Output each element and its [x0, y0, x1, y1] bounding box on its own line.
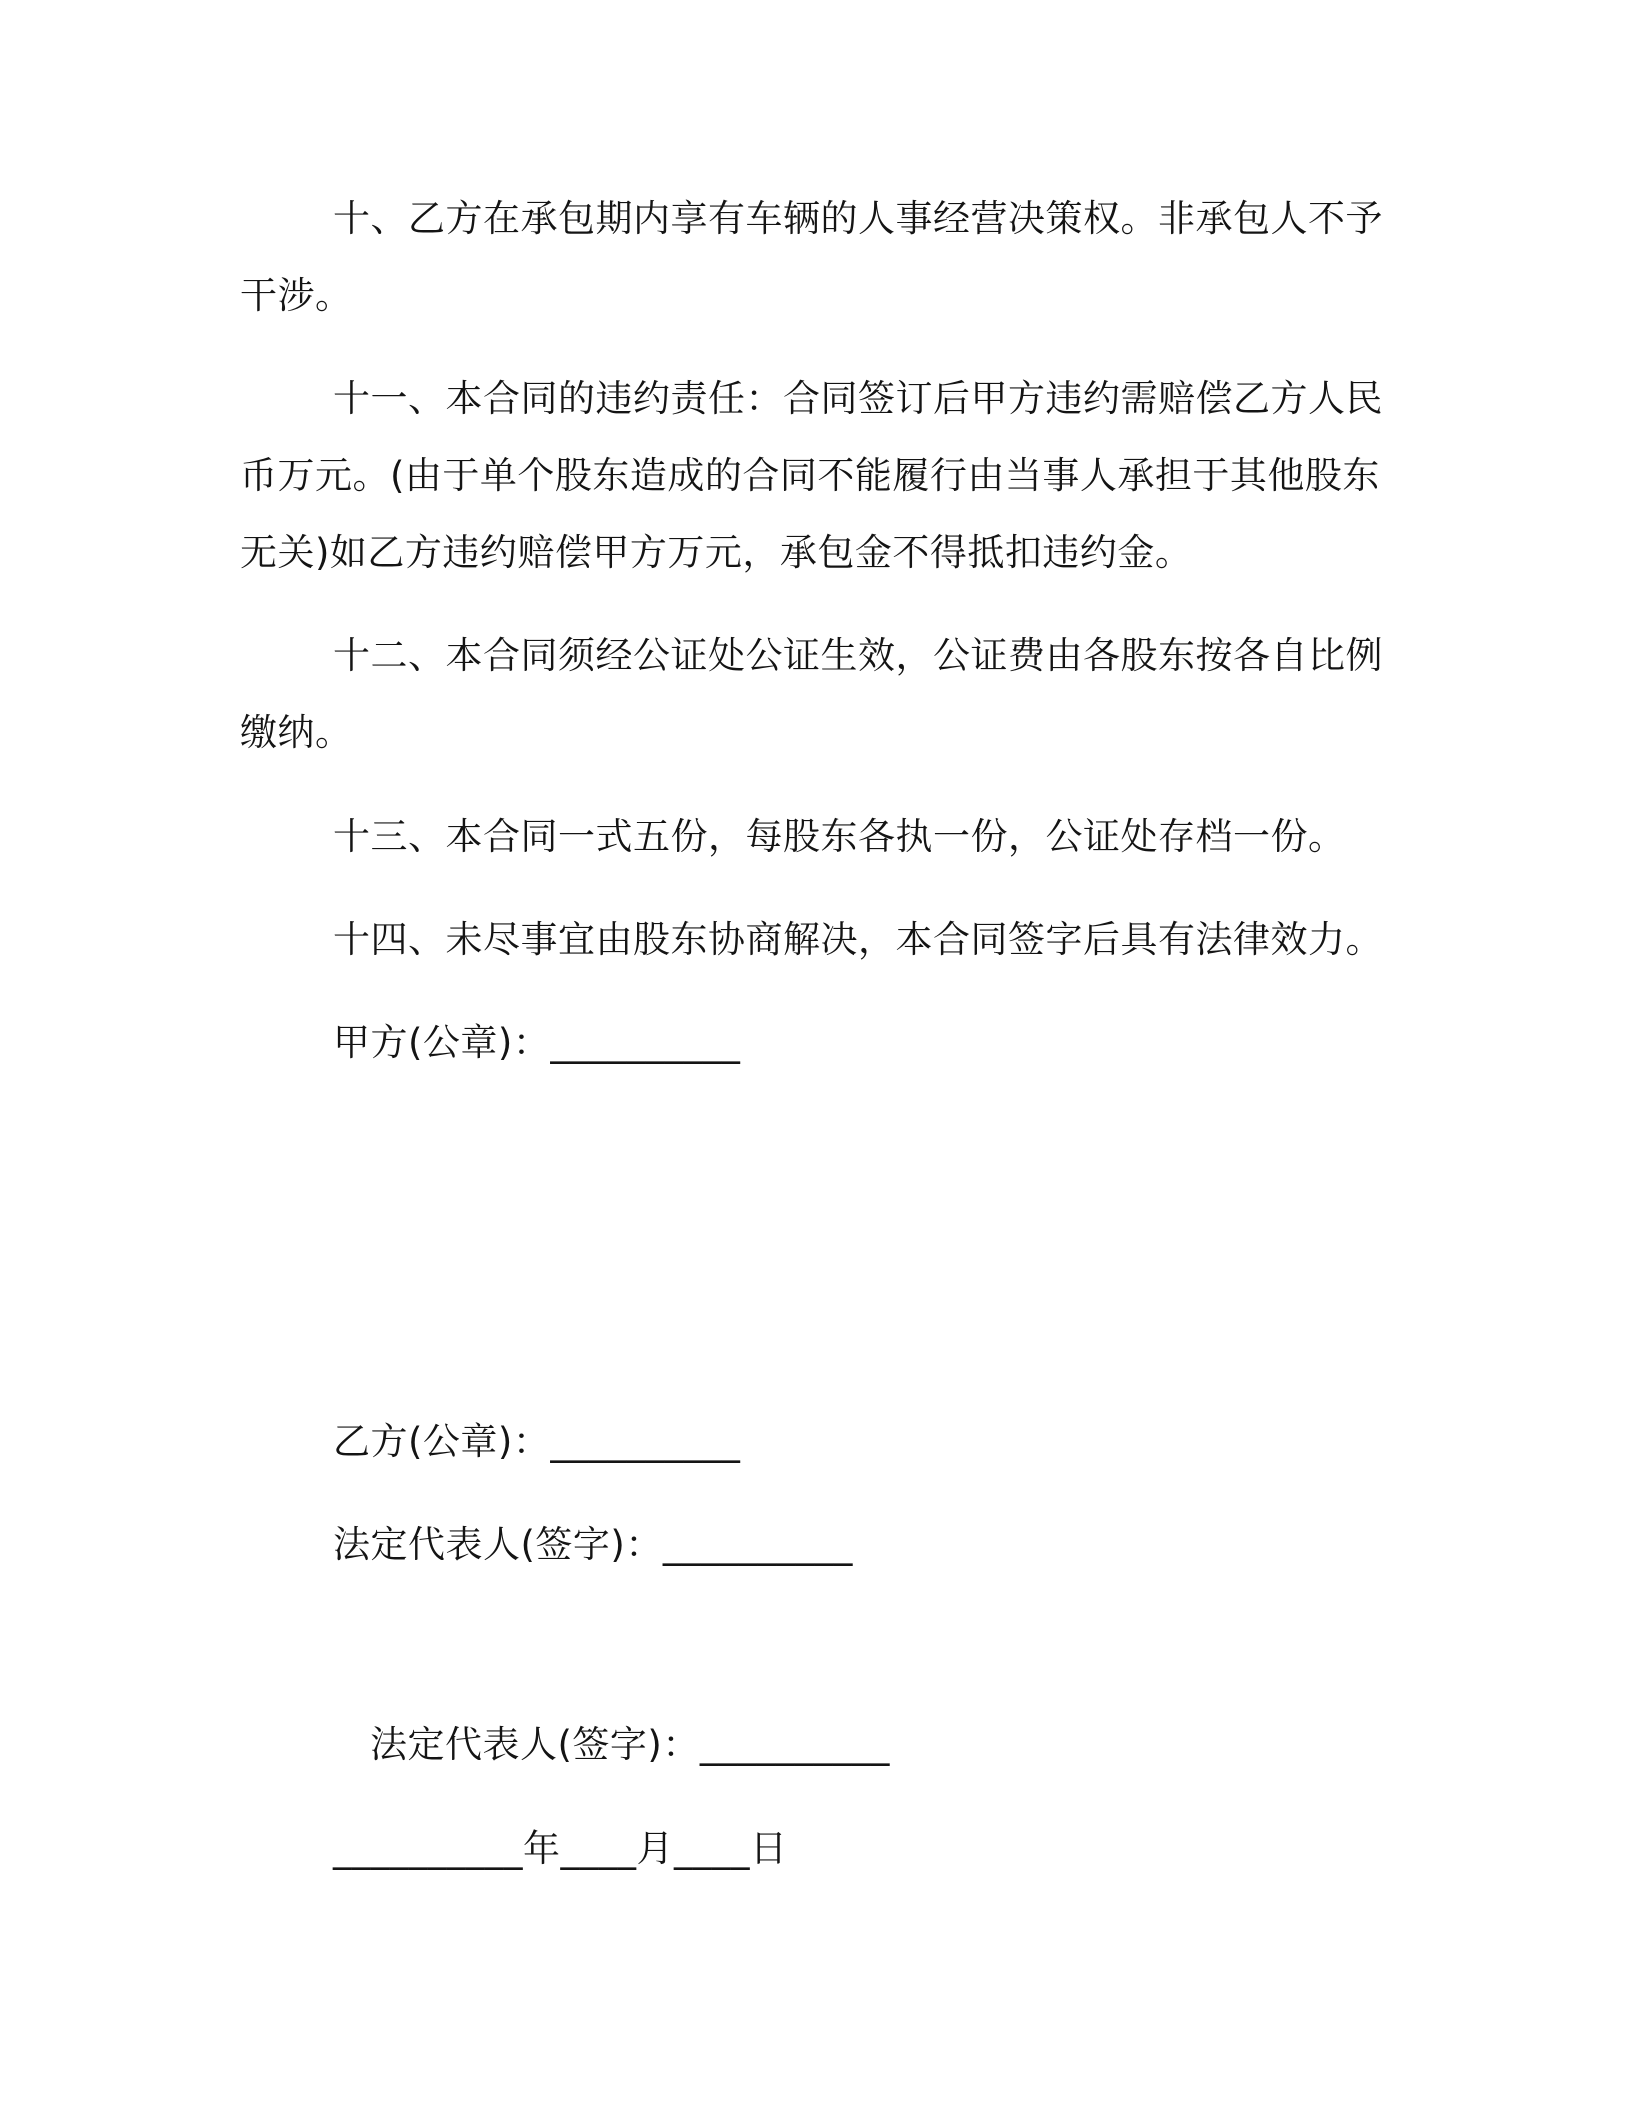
clause-10-line-2: 干涉。 — [240, 274, 353, 317]
date-field: __________年____月____日 — [333, 1827, 788, 1870]
legal-representative-signature-field-2: 法定代表人(签字)：__________ — [370, 1723, 890, 1766]
clause-10-line-1: 十、乙方在承包期内享有车辆的人事经营决策权。非承包人不予 — [333, 197, 1383, 240]
clause-12-line-1: 十二、本合同须经公证处公证生效，公证费由各股东按各自比例 — [333, 634, 1383, 677]
clause-14: 十四、未尽事宜由股东协商解决，本合同签字后具有法律效力。 — [333, 918, 1383, 961]
clause-11-line-3: 无关)如乙方违约赔偿甲方万元，承包金不得抵扣违约金。 — [240, 531, 1193, 574]
legal-representative-signature-field: 法定代表人(签字)：__________ — [333, 1523, 853, 1566]
party-b-seal-field: 乙方(公章)：__________ — [333, 1420, 741, 1463]
clause-11-line-1: 十一、本合同的违约责任：合同签订后甲方违约需赔偿乙方人民 — [333, 377, 1383, 420]
clause-12-line-2: 缴纳。 — [240, 711, 353, 754]
clause-11-line-2: 币万元。(由于单个股东造成的合同不能履行由当事人承担于其他股东 — [240, 454, 1380, 497]
party-a-seal-field: 甲方(公章)：__________ — [333, 1021, 741, 1064]
clause-13: 十三、本合同一式五份，每股东各执一份，公证处存档一份。 — [333, 815, 1346, 858]
